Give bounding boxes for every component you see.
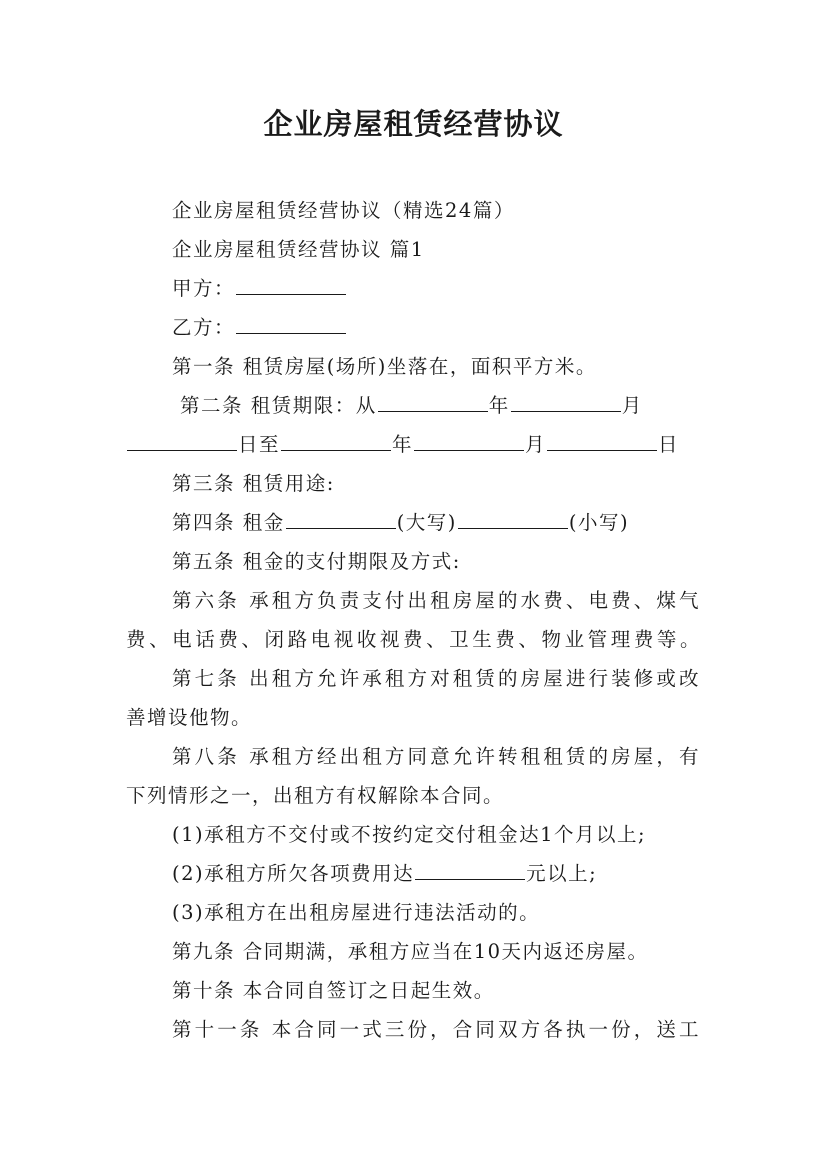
article-5: 第五条 租金的支付期限及方式: <box>172 550 461 573</box>
article-10: 第十条 本合同自签订之日起生效。 <box>172 979 495 1002</box>
article-4-upper: (大写) <box>396 511 457 534</box>
article-2-month: 月 <box>621 394 643 417</box>
article-9: 第九条 合同期满，承租方应当在10天内返还房屋。 <box>172 940 649 963</box>
article-8-item-2 <box>172 861 597 887</box>
article-3: 第三条 租赁用途: <box>172 472 335 495</box>
article-8-line-2: 下列情形之一，出租方有权解除本合同。 <box>126 784 505 807</box>
article-2-day2: 日 <box>658 433 680 456</box>
article-2-line-1 <box>180 393 643 419</box>
article-7-line-2: 善增设他物。 <box>126 706 253 729</box>
section-heading: 企业房屋租赁经营协议 篇1 <box>172 238 425 261</box>
blank <box>547 432 657 451</box>
article-1: 第一条 租赁房屋(场所)坐落在，面积平方米。 <box>172 355 597 378</box>
article-8-item-3: (3)承租方在出租房屋进行违法活动的。 <box>172 901 541 924</box>
article-8-item-1: (1)承租方不交付或不按约定交付租金达1个月以上; <box>172 823 647 846</box>
blank <box>127 432 237 451</box>
blank <box>458 510 568 529</box>
article-11-line-1: 第十一条 本合同一式三份，合同双方各执一份，送工 <box>172 1018 700 1041</box>
blank <box>378 393 488 412</box>
article-4-prefix: 第四条 租金 <box>172 511 285 534</box>
article-4-lower: (小写) <box>568 511 630 534</box>
blank <box>511 393 621 412</box>
blank <box>415 861 525 880</box>
article-2-line-2 <box>126 432 679 458</box>
article-2-day-to: 日至 <box>238 433 281 456</box>
party-a-blank <box>236 276 346 295</box>
article-4 <box>172 510 629 536</box>
party-b-line <box>172 315 347 341</box>
party-a-label: 甲方： <box>172 277 236 300</box>
article-2-year2: 年 <box>392 433 414 456</box>
party-b-blank <box>236 315 346 334</box>
article-6-line-1: 第六条 承租方负责支付出租房屋的水费、电费、煤气 <box>172 589 700 612</box>
article-2-year: 年 <box>488 394 510 417</box>
article-2-month2: 月 <box>525 433 547 456</box>
party-b-label: 乙方： <box>172 316 236 339</box>
blank <box>286 510 396 529</box>
blank <box>281 432 391 451</box>
blank <box>414 432 524 451</box>
document-subtitle: 企业房屋租赁经营协议（精选24篇） <box>172 199 515 222</box>
item-2-suffix: 元以上; <box>526 862 598 885</box>
article-8-line-1: 第八条 承租方经出租方同意允许转租租赁的房屋，有 <box>172 745 700 768</box>
article-2-prefix: 第二条 租赁期限：从 <box>180 394 377 417</box>
item-2-prefix: (2)承租方所欠各项费用达 <box>172 862 415 885</box>
document-title: 企业房屋租赁经营协议 <box>263 107 564 141</box>
article-7-line-1: 第七条 出租方允许承租方对租赁的房屋进行装修或改 <box>172 667 700 690</box>
article-6-line-2: 费、电话费、闭路电视收视费、卫生费、物业管理费等。 <box>126 628 701 651</box>
party-a-line <box>172 276 347 302</box>
